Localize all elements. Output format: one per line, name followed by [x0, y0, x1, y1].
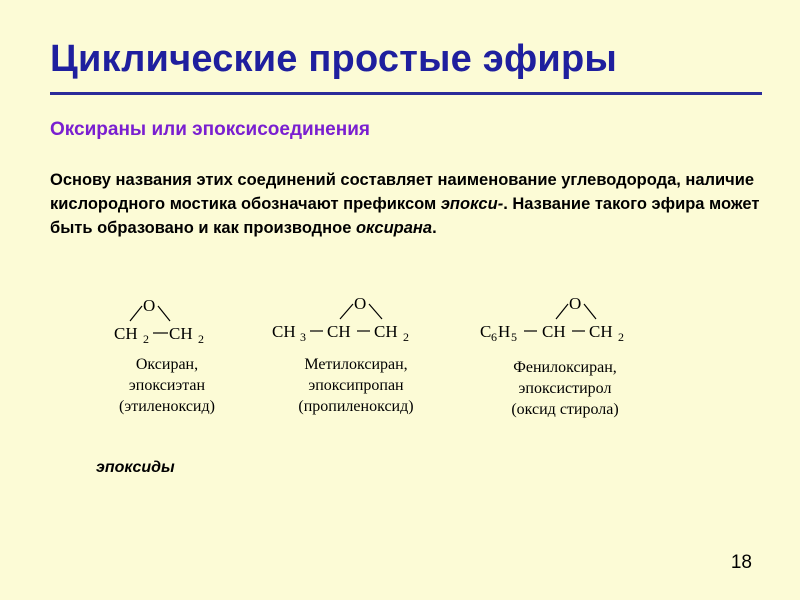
slide-subtitle: Оксираны или эпоксисоединения [50, 119, 370, 140]
caption-phenyloxirane-line-3: (оксид стирола) [511, 401, 619, 418]
caption-phenyloxirane-line-2: эпоксистирол [518, 380, 612, 397]
title-underline [50, 92, 762, 95]
caption-oxirane-line-3: (этиленоксид) [119, 398, 215, 415]
formula-oxygen-atom: O [569, 294, 582, 313]
formula-group-h5: H [498, 322, 511, 341]
caption-oxirane-line-1: Оксиран, [135, 356, 199, 373]
formula-phenyloxirane-drawing [478, 290, 638, 350]
formula-methyloxirane [270, 290, 420, 355]
formula-oxirane-drawing [112, 292, 222, 352]
bond-o-c2 [584, 304, 596, 319]
formula-oxygen-atom: O [354, 294, 367, 313]
bond-o-c1 [556, 304, 568, 319]
paragraph-oxirane-term: оксирана [355, 219, 433, 237]
caption-phenyloxirane-line-1: Фенилоксиран, [513, 359, 617, 376]
formula-group-ch2-left: CH [114, 324, 138, 343]
formula-phenyloxirane [478, 290, 638, 355]
caption-phenyloxirane [490, 357, 640, 420]
caption-methyloxirane-line-1: Метилоксиран, [304, 356, 408, 373]
caption-methyloxirane-line-3: (пропиленоксид) [298, 398, 414, 415]
formula-group-ch2: CH [589, 322, 613, 341]
epoxides-label: эпоксиды [96, 459, 175, 476]
formula-group-ch: CH [327, 322, 351, 341]
formula-subscript-right: 2 [198, 332, 204, 346]
bond-o-c1 [130, 306, 142, 321]
caption-oxirane [92, 354, 242, 417]
formula-oxirane [112, 292, 222, 357]
formula-oxygen-atom: O [143, 296, 156, 315]
bond-o-c1 [340, 304, 353, 319]
formula-subscript-ch2: 2 [403, 330, 409, 344]
formula-subscript-ch2: 2 [618, 330, 624, 344]
paragraph-text-2: . Название такого эфира может быть образовано и как производное [50, 195, 760, 237]
formula-methyloxirane-drawing [270, 290, 420, 350]
paragraph-prefix-term: эпокси- [440, 195, 504, 213]
paragraph-text-1: Основу названия этих соединений составляет наименование углеводорода, наличие кислородного мостика обозначают префиксом [50, 171, 755, 213]
description-paragraph [50, 168, 770, 240]
formula-group-ch3: CH [272, 322, 296, 341]
caption-methyloxirane-line-2: эпоксипропан [308, 377, 404, 394]
paragraph-text-3: . [432, 219, 437, 237]
bond-o-c2 [369, 304, 382, 319]
formula-group-c6: C [480, 322, 492, 341]
bond-o-c2 [158, 306, 170, 321]
formula-group-ch2-right: CH [169, 324, 193, 343]
formula-subscript-c6: 6 [491, 330, 497, 344]
caption-methyloxirane [276, 354, 436, 417]
formula-group-ch2: CH [374, 322, 398, 341]
slide-title: Циклические простые эфиры [50, 38, 618, 80]
formula-subscript-left: 2 [143, 332, 149, 346]
formula-subscript-ch3: 3 [300, 330, 306, 344]
formula-group-ch: CH [542, 322, 566, 341]
page-number: 18 [730, 552, 752, 573]
formula-subscript-h5: 5 [511, 330, 517, 344]
caption-oxirane-line-2: эпоксиэтан [128, 377, 206, 394]
